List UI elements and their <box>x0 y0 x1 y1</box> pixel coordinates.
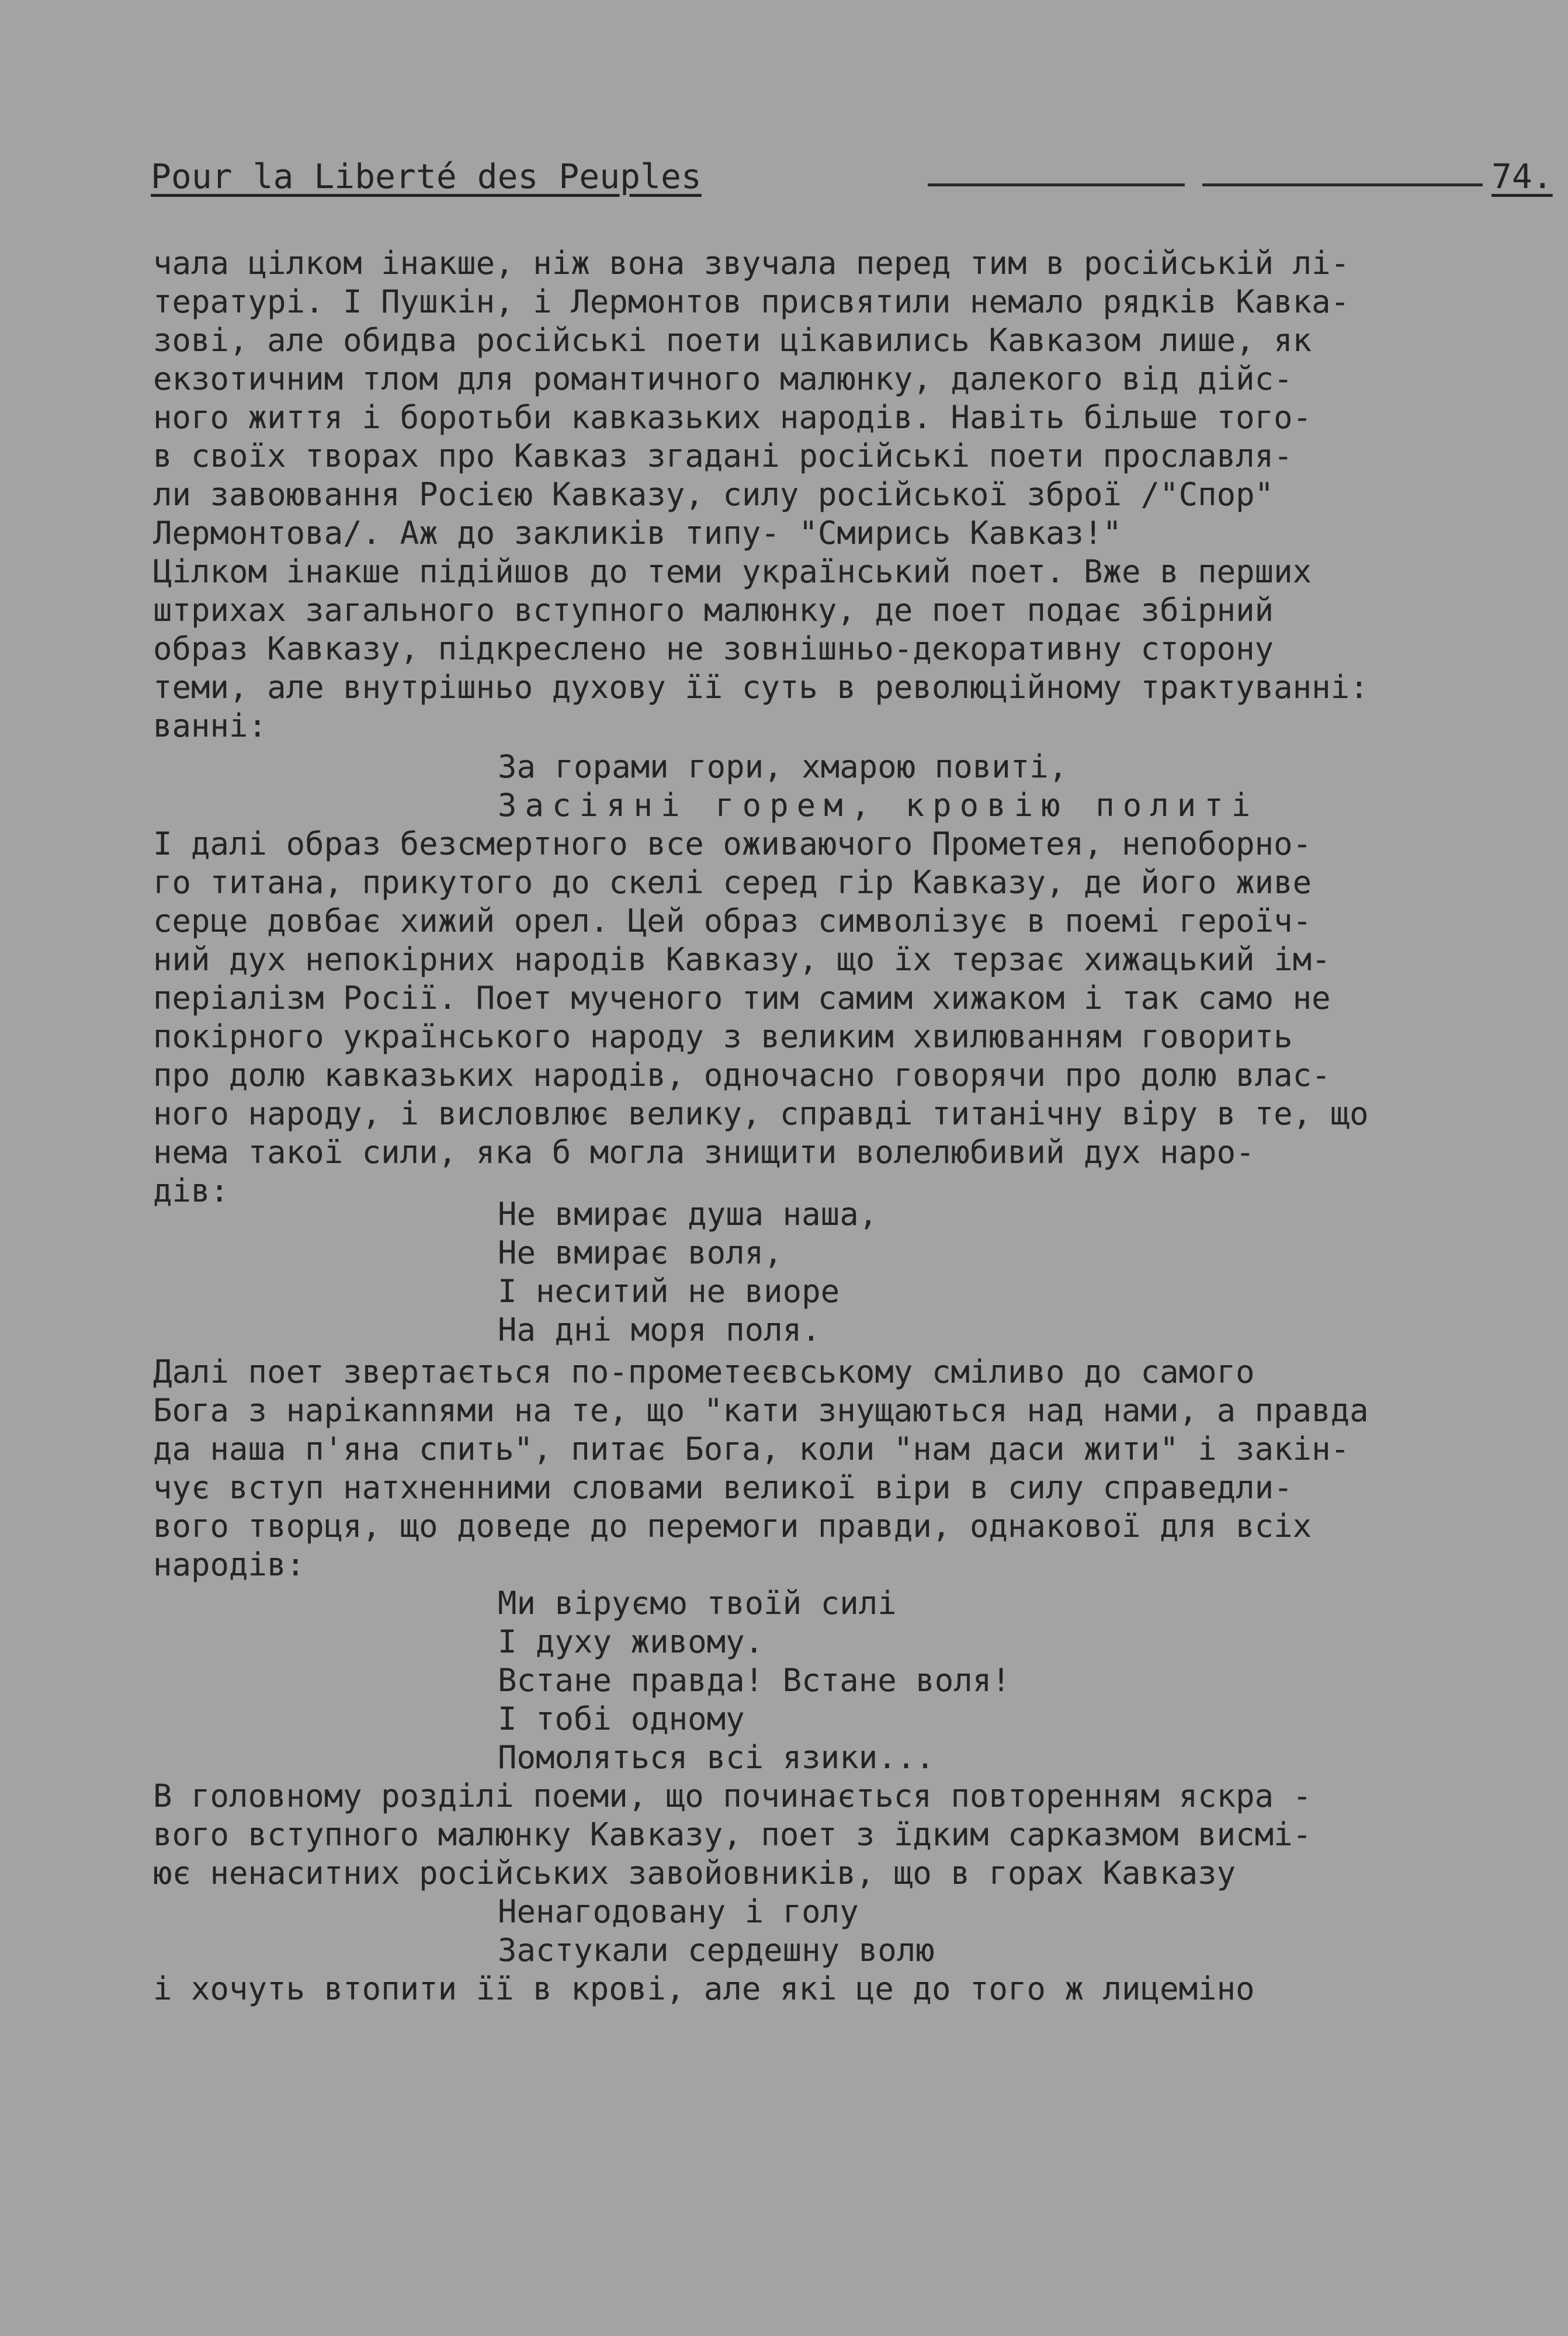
header-rule <box>928 183 1185 186</box>
text-line: в своїх творах про Кавказ згадані російські поети прославля- <box>153 438 1293 474</box>
text-line: тературі. І Пушкін, і Лермонтов присвятили немало рядків Кавка- <box>153 283 1350 320</box>
text-line: Цілком інакше підійшов до теми український поет. Вже в перших <box>153 553 1312 590</box>
text-line: ного життя і боротьби кавказьких народів. Навіть більше того- <box>153 399 1312 436</box>
verse-line: І духу живому. <box>498 1623 764 1660</box>
text-line: народів: <box>153 1546 306 1583</box>
page-number: 74. <box>1491 157 1553 196</box>
verse-line: Засіяні горем, кровію политі <box>498 787 1259 824</box>
text-line: ює ненаситних російських завойовників, що в горах Кавказу <box>153 1855 1236 1891</box>
text-line: теми, але внутрішньо духову її суть в революційному трактуванні: <box>153 669 1369 706</box>
text-line: вого вступного малюнку Кавказу, поет з їдким сарказмом висмі- <box>153 1816 1312 1853</box>
text-line: ли завоювання Росією Кавказу, силу російської зброї /"Спор" <box>153 476 1274 513</box>
text-line: ного народу, і висловлює велику, справді титанічну віру в те, що <box>153 1095 1369 1132</box>
text-line: періалізм Росії. Поет мученого тим самим хижаком і так само не <box>153 980 1331 1016</box>
text-line: да наша п'яна спить", питає Бога, коли "нам даси жити" і закін- <box>153 1431 1350 1467</box>
text-line: Бога з нарікannями на те, що "кати знущаються над нами, а правда <box>153 1392 1369 1429</box>
text-line: і хочуть втопити її в крові, але які це до того ж лицеміно <box>153 1970 1255 2007</box>
verse-line: Ми віруємо твоїй силі <box>498 1585 897 1622</box>
text-line: Далі поет звертається по-прометеєвському сміливо до самого <box>153 1353 1255 1390</box>
verse-line: І тобі одному <box>498 1700 745 1737</box>
running-title: Pour la Liberté des Peuples <box>151 157 702 196</box>
text-line: чує вступ натхненними словами великої віри в силу справедли- <box>153 1469 1293 1506</box>
verse-line: Не вмирає душа наша, <box>498 1196 878 1233</box>
verse-line: За горами гори, хмарою повиті, <box>498 748 1068 785</box>
text-line: В головному розділі поеми, що починається повторенням яскра - <box>153 1778 1312 1814</box>
text-line: дів: <box>153 1172 230 1209</box>
text-line: Лермонтова/. Аж до закликів типу- "Смирись Кавказ!" <box>153 515 1122 551</box>
header-rule <box>1202 183 1483 186</box>
text-line: го титана, прикутого до скелі серед гір Кавказу, де його живе <box>153 864 1312 901</box>
text-line: І далі образ безсмертного все оживаючого Прометея, непоборно- <box>153 825 1312 862</box>
text-line: покірного українського народу з великим хвилюванням говорить <box>153 1018 1293 1055</box>
verse-line: Встане правда! Встане воля! <box>498 1662 1011 1699</box>
page-header <box>151 153 1553 200</box>
verse-line: Ненагодовану і голу <box>498 1893 859 1930</box>
text-line: чала цілком інакше, ніж вона звучала перед тим в російській лі- <box>153 245 1350 282</box>
verse-line: Не вмирає воля, <box>498 1234 783 1271</box>
text-line: зові, але обидва російські поети цікавились Кавказом лише, як <box>153 322 1312 359</box>
text-line: образ Кавказу, підкреслено не зовнішньо-декоративну сторону <box>153 630 1274 667</box>
verse-line: На дні моря поля. <box>498 1311 821 1348</box>
text-line: вого творця, що доведе до перемоги правди, однакової для всіх <box>153 1508 1312 1544</box>
verse-line: Застукали сердешну волю <box>498 1932 935 1969</box>
text-line: екзотичним тлом для романтичного малюнку, далекого від дійс- <box>153 360 1293 397</box>
verse-line: І неситий не виоре <box>498 1273 840 1310</box>
verse-line: Помоляться всі язики... <box>498 1739 935 1776</box>
text-line: штрихах загального вступного малюнку, де поет подає збірний <box>153 592 1274 629</box>
text-line: серце довбає хижий орел. Цей образ символізує в поемі героїч- <box>153 903 1312 939</box>
text-line: ванні: <box>153 707 268 744</box>
text-line: ний дух непокірних народів Кавказу, що їх терзає хижацький ім- <box>153 941 1331 978</box>
text-line: нема такої сили, яка б могла знищити волелюбивий дух наро- <box>153 1134 1255 1171</box>
text-line: про долю кавказьких народів, одночасно говорячи про долю влас- <box>153 1057 1331 1094</box>
